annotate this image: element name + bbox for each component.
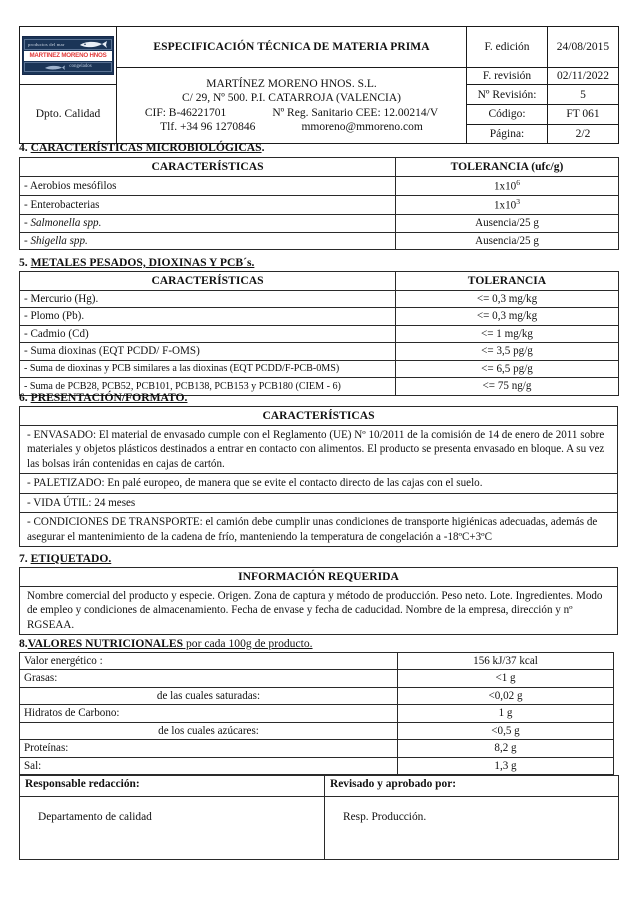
department-label: Dpto. Calidad	[20, 85, 117, 144]
section-4-title-suffix: .	[261, 141, 265, 154]
table-header-row	[20, 158, 619, 177]
col-header-tolerancia: TOLERANCIA (ufc/g)	[396, 158, 619, 177]
presentation-envasado: - ENVASADO: El material de envasado cumple con el Reglamento (UE) Nº 10/2011 de la comisión de 14 de enero de 2011 sobre materiales y objetos plásticos destinados a entrar en contacto con alimentos. El producto se presenta envasado en bloque. A su vez las bolsas irán contenidas en cajas de cartón.	[20, 426, 618, 474]
micro-name-3: - Shigella spp.	[20, 232, 396, 249]
small-fish-icon	[44, 64, 66, 71]
meta-value-f-edicion: 24/08/2015	[548, 27, 619, 68]
meta-label-codigo: Código:	[467, 105, 548, 125]
section-5-heading	[19, 256, 254, 269]
company-address: C/ 29, Nº 500. P.I. CATARROJA (VALENCIA)	[181, 92, 402, 105]
metal-name-1: - Plomo (Pb).	[20, 308, 396, 325]
nutrition-name-1: Grasas:	[20, 670, 398, 687]
presentation-transporte: - CONDICIONES DE TRANSPORTE: el camión debe cumplir unas condiciones de transporte higiénicas adecuadas, además de asegurar el mantenimiento de la cadena de frío, manteniendo la temperatura de congelación a -18ºC+3ºC	[20, 513, 618, 547]
table-row	[20, 291, 619, 308]
meta-label-f-revision: F. revisión	[467, 68, 548, 85]
table-row	[20, 196, 619, 215]
nutrition-value-4: <0,5 g	[398, 722, 614, 739]
metal-value-2: <= 1 mg/kg	[396, 325, 619, 342]
table-row	[20, 232, 619, 249]
signature-table	[19, 775, 619, 860]
company-phone: Tlf. +34 96 1270846	[160, 121, 256, 134]
micro-name-1: - Enterobacterias	[20, 196, 396, 215]
section-5-number: 5.	[19, 256, 28, 269]
section-6-title: PRESENTACIÓN/FORMATO.	[30, 391, 188, 404]
meta-label-n-revision: Nº Revisión:	[467, 85, 548, 105]
col-header-tolerancia: TOLERANCIA	[396, 272, 619, 291]
section-6-heading	[19, 391, 187, 404]
metal-value-1: <= 0,3 mg/kg	[396, 308, 619, 325]
table-row	[20, 177, 619, 196]
micro-value-2: Ausencia/25 g	[396, 215, 619, 232]
table-row	[20, 687, 614, 704]
metal-value-0: <= 0,3 mg/kg	[396, 291, 619, 308]
metal-value-4: <= 6,5 pg/g	[396, 360, 619, 377]
nutritional-values-table	[19, 652, 614, 775]
section-4-heading	[19, 141, 264, 154]
nutrition-name-3: Hidratos de Carbono:	[20, 705, 398, 722]
nutrition-name-5: Proteínas:	[20, 740, 398, 757]
nutrition-value-5: 8,2 g	[398, 740, 614, 757]
meta-value-f-revision: 02/11/2022	[548, 68, 619, 85]
document-header	[19, 26, 619, 144]
col-header-caracteristicas: CARACTERÍSTICAS	[20, 158, 396, 177]
signature-label-responsible: Responsable redacción:	[20, 776, 325, 797]
table-row	[20, 493, 618, 512]
presentation-vida-util: - VIDA ÚTIL: 24 meses	[20, 493, 618, 512]
col-header-caracteristicas: CARACTERÍSTICAS	[20, 272, 396, 291]
table-row	[20, 740, 614, 757]
table-row	[20, 653, 614, 670]
metal-name-3: - Suma dioxinas (EQT PCDD/ F-OMS)	[20, 343, 396, 360]
meta-value-n-revision: 5	[548, 85, 619, 105]
table-row	[20, 474, 618, 493]
labeling-required-info: Nombre comercial del producto y especie. Origen. Zona de captura y método de producción. Peso neto. Lote. Ingredientes. Modo de empleo y condiciones de almacenamiento. Fecha de envase y fecha de caducidad. Nombre de la empresa, dirección y nº RGSEAA.	[20, 587, 618, 635]
meta-label-pagina: Página:	[467, 124, 548, 144]
section-7-number: 7.	[19, 552, 28, 565]
section-6-number: 6.	[19, 391, 28, 404]
company-cif: CIF: B-46221701	[144, 106, 227, 119]
micro-name-2: - Salmonella spp.	[20, 215, 396, 232]
metal-name-2: - Cadmio (Cd)	[20, 325, 396, 342]
section-4-title: CARACTERÍSTICAS MICROBIOLÓGICAS	[30, 141, 262, 154]
nutrition-name-2: de las cuales saturadas:	[20, 687, 398, 704]
table-row	[20, 215, 619, 232]
section-8-number: 8.	[19, 637, 28, 650]
section-5-title: METALES PESADOS, DIOXINAS Y PCB´s.	[30, 256, 255, 269]
meta-value-codigo: FT 061	[548, 105, 619, 125]
heavy-metals-table	[19, 271, 619, 396]
signature-label-approved: Revisado y aprobado por:	[325, 776, 619, 797]
signature-value-responsible: Departamento de calidad	[20, 797, 325, 860]
meta-label-f-edicion: F. edición	[467, 27, 548, 68]
nutrition-value-6: 1,3 g	[398, 757, 614, 774]
company-logo	[20, 27, 117, 85]
micro-name-0: - Aerobios mesófilos	[20, 177, 396, 196]
section-4-number: 4.	[19, 141, 28, 154]
nutrition-value-1: <1 g	[398, 670, 614, 687]
table-header-row	[20, 407, 618, 426]
col-header-caracteristicas: CARACTERÍSTICAS	[20, 407, 618, 426]
table-row	[20, 705, 614, 722]
table-row	[20, 722, 614, 739]
company-info-block	[117, 68, 467, 144]
presentation-format-table	[19, 406, 618, 547]
document-title: ESPECIFICACIÓN TÉCNICA DE MATERIA PRIMA	[117, 27, 467, 68]
metal-name-5: - Suma de PCB28, PCB52, PCB101, PCB138, PCB153 y PCB180 (CIEM - 6)	[20, 378, 396, 395]
table-row	[20, 360, 619, 377]
metal-name-4: - Suma de dioxinas y PCB similares a las dioxinas (EQT PCDD/F-PCB-0MS)	[20, 360, 396, 377]
col-header-informacion-requerida: INFORMACIÓN REQUERIDA	[20, 568, 618, 587]
table-row	[20, 426, 618, 474]
logo-subtitle-bar	[24, 62, 112, 72]
nutrition-name-4: de los cuales azúcares:	[20, 722, 398, 739]
labeling-table	[19, 567, 618, 635]
table-header-row	[20, 568, 618, 587]
presentation-paletizado: - PALETIZADO: En palé europeo, de manera que se evite el contacto directo de las cajas con el suelo.	[20, 474, 618, 493]
signature-value-approved: Resp. Producción.	[325, 797, 619, 860]
nutrition-name-6: Sal:	[20, 757, 398, 774]
logo-company-name: MARTINEZ MORENO HNOS	[24, 51, 112, 61]
table-row	[20, 513, 618, 547]
company-name: MARTÍNEZ MORENO HNOS. S.L.	[206, 77, 377, 90]
company-sanitary-reg: Nº Reg. Sanitario CEE: 12.00214/V	[272, 106, 439, 119]
company-email: mmoreno@mmoreno.com	[301, 121, 423, 134]
micro-value-1: $1x10^3$	[396, 196, 619, 215]
table-row	[20, 343, 619, 360]
table-header-row	[20, 272, 619, 291]
section-7-heading	[19, 552, 111, 565]
section-8-heading	[19, 637, 313, 650]
signature-header-row	[20, 776, 619, 797]
nutrition-value-3: 1 g	[398, 705, 614, 722]
table-row	[20, 325, 619, 342]
section-7-title: ETIQUETADO.	[30, 552, 112, 565]
logo-tagline-bar	[24, 39, 112, 50]
nutrition-value-2: <0,02 g	[398, 687, 614, 704]
section-8-title: VALORES NUTRICIONALES	[27, 637, 184, 650]
meta-value-pagina: 2/2	[548, 124, 619, 144]
table-row	[20, 587, 618, 635]
logo-subtitle: congelados	[69, 63, 92, 69]
metal-value-3: <= 3,5 pg/g	[396, 343, 619, 360]
nutrition-name-0: Valor energético :	[20, 653, 398, 670]
section-8-title-rest: por cada 100g de producto.	[183, 637, 313, 650]
table-row	[20, 670, 614, 687]
micro-value-3: Ausencia/25 g	[396, 232, 619, 249]
fish-icon	[78, 40, 108, 49]
microbiological-table	[19, 157, 619, 250]
logo-tagline: productos del mar	[28, 41, 65, 47]
nutrition-value-0: 156 kJ/37 kcal	[398, 653, 614, 670]
signature-body-row	[20, 797, 619, 860]
metal-name-0: - Mercurio (Hg).	[20, 291, 396, 308]
table-row	[20, 757, 614, 774]
metal-value-5: <= 75 ng/g	[396, 378, 619, 395]
table-row	[20, 308, 619, 325]
micro-value-0: $1x10^6$	[396, 177, 619, 196]
